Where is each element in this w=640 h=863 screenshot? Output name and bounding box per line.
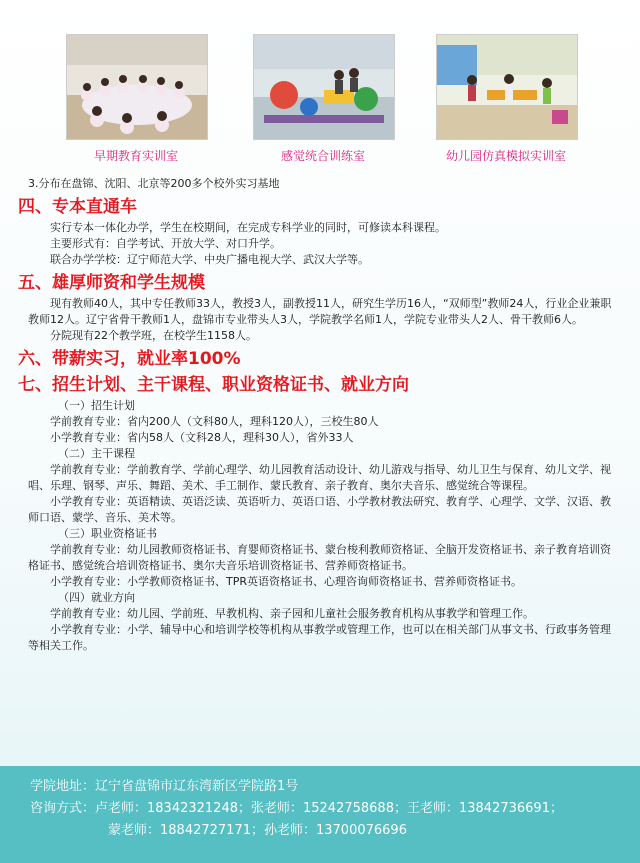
section-5-paragraph-1: 现有教师40人，其中专任教师33人，教授3人，副教授11人，研究生学历16人，“双师型”教师24人，行业企业兼职教师12人。辽宁省骨干教师1人，盘锦市专业带头人3人，学院教学名师1人，学院专业带头人2人、骨干教师6人。 bbox=[28, 297, 612, 326]
sensory-integration-room-photo bbox=[253, 34, 395, 140]
enrollment-plan-subheading: （一）招生计划 bbox=[58, 399, 135, 412]
section-4-paragraph-1: 实行专本一体化办学，学生在校期间，在完成专科学业的同时，可修读本科课程。 bbox=[50, 221, 446, 234]
main-courses-subheading: （二）主干课程 bbox=[58, 447, 135, 460]
section-4-paragraph-2: 主要形式有：自学考试、开放大学、对口升学。 bbox=[50, 237, 281, 250]
section-5-paragraph-2: 分院现有22个教学班，在校学生1158人。 bbox=[50, 329, 257, 342]
photo-caption-1: 早期教育实训室 bbox=[93, 149, 179, 163]
section-4-paragraph-3: 联合办学学校：辽宁师范大学、中央广播电视大学、武汉大学等。 bbox=[50, 253, 369, 266]
address-value: 辽宁省盘锦市辽东湾新区学院路1号 bbox=[95, 779, 299, 794]
enrollment-plan-preschool: 学前教育专业：省内200人（文科80人，理科120人），三校生80人 bbox=[50, 415, 379, 428]
contact-row-1 bbox=[30, 800, 563, 818]
section-6-heading: 六、带薪实习，就业率100% bbox=[18, 349, 241, 369]
certificates-preschool: 学前教育专业：幼儿园教师资格证书、育婴师资格证书、蒙台梭利教师资格证、全脑开发资格证书、亲子教育培训资格证书、感觉统合培训资格证书、奥尔夫音乐培训资格证书、营养师资格证书。 bbox=[28, 543, 611, 572]
employment-primary: 小学教育专业：小学、辅导中心和培训学校等机构从事教学或管理工作，也可以在相关部门从事文书、行政事务管理等相关工作。 bbox=[28, 623, 611, 652]
section-7-heading: 七、招生计划、主干课程、职业资格证书、就业方向 bbox=[18, 375, 409, 395]
address-label: 学院地址： bbox=[30, 779, 96, 794]
employment-subheading: （四）就业方向 bbox=[58, 591, 135, 604]
early-education-room-photo bbox=[66, 34, 208, 140]
contact-line-2: 蒙老师：18842727171；孙老师：13700076696 bbox=[108, 823, 407, 838]
contact-footer bbox=[0, 766, 640, 863]
photo-caption-3: 幼儿园仿真模拟实训室 bbox=[445, 149, 567, 163]
certificates-primary: 小学教育专业：小学教师资格证书、TPR英语资格证书、心理咨询师资格证书、营养师资格证书。 bbox=[50, 575, 522, 588]
employment-preschool: 学前教育专业：幼儿园、学前班、早教机构、亲子园和儿童社会服务教育机构从事教学和管理工作。 bbox=[50, 607, 534, 620]
address-row bbox=[30, 778, 298, 796]
main-courses-primary: 小学教育专业：英语精读、英语泛读、英语听力、英语口语、小学教材教法研究、教育学、心理学、文学、汉语、教师口语、蒙学、音乐、美术等。 bbox=[28, 495, 611, 524]
enrollment-plan-primary: 小学教育专业：省内58人（文科28人，理科30人），省外33人 bbox=[50, 431, 354, 444]
contact-label: 咨询方式： bbox=[30, 801, 96, 816]
main-content bbox=[18, 176, 620, 654]
section-5-heading: 五、雄厚师资和学生规模 bbox=[18, 273, 205, 293]
main-courses-preschool: 学前教育专业：学前教育学、学前心理学、幼儿园教育活动设计、幼儿游戏与指导、幼儿卫生与保育、幼儿文学、视唱、乐理、钢琴、声乐、舞蹈、美术、手工制作、蒙氏教育、亲子教育、奥尔夫音乐、感觉统合等课程。 bbox=[28, 463, 611, 492]
intro-line: 3.分布在盘锦、沈阳、北京等200多个校外实习基地 bbox=[28, 177, 280, 190]
kindergarten-simulation-room-photo bbox=[436, 34, 578, 140]
contact-row-2 bbox=[108, 822, 407, 840]
photo-caption-2: 感觉统合训练室 bbox=[280, 149, 366, 163]
contact-line-1: 卢老师：18342321248；张老师：15242758688；王老师：13842736691； bbox=[95, 801, 563, 816]
certificates-subheading: （三）职业资格证书 bbox=[58, 527, 157, 540]
photo-strip bbox=[0, 34, 640, 164]
section-4-heading: 四、专本直通车 bbox=[18, 197, 137, 217]
